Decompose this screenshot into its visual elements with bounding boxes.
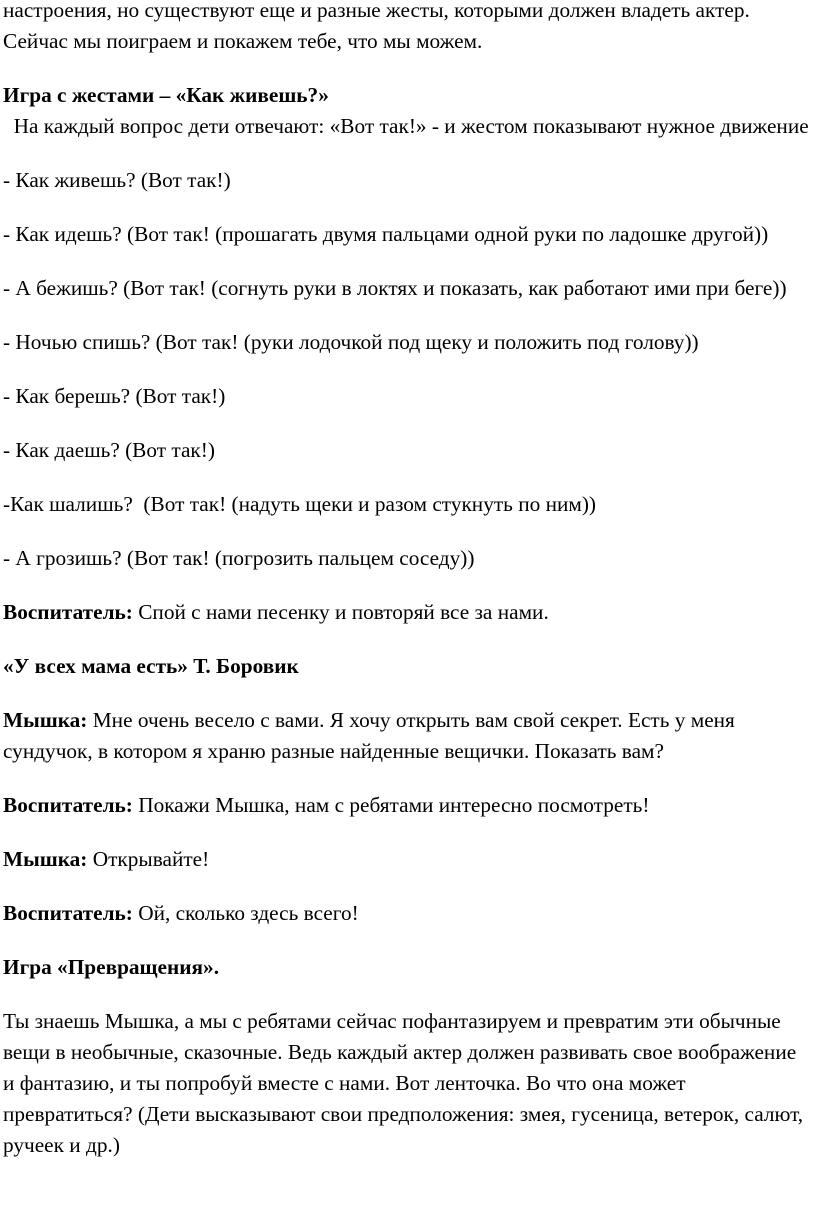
paragraph-intro (3, 0, 811, 57)
paragraph-text: - Как даешь? (Вот так!) (3, 438, 215, 462)
gesture-game-heading: Игра с жестами – «Как живешь?» (3, 83, 329, 107)
paragraph-text: настроения, но существуют еще и разные жесты, которыми должен владеть актер. Сейчас мы поиграем и покажем тебе, что мы можем. (3, 0, 750, 53)
paragraph-transform-game-title (3, 952, 811, 983)
paragraph-teacher-song (3, 597, 811, 628)
paragraph-mouse-secret (3, 705, 811, 767)
speaker-label: Воспитатель: (3, 793, 133, 817)
speaker-label: Мышка: (3, 708, 88, 732)
paragraph-text: - Ночью спишь? (Вот так! (руки лодочкой под щеку и положить под голову)) (3, 330, 699, 354)
paragraph-song-title (3, 651, 811, 682)
speaker-label: Мышка: (3, 847, 88, 871)
paragraph-question-take (3, 381, 811, 412)
paragraph-teacher-show (3, 790, 811, 821)
song-title: «У всех мама есть» Т. Боровик (3, 654, 299, 678)
paragraph-question-walk (3, 219, 811, 250)
paragraph-question-give (3, 435, 811, 466)
paragraph-text: - А бежишь? (Вот так! (согнуть руки в локтях и показать, как работают ими при беге)) (3, 276, 787, 300)
paragraph-text: Мне очень весело с вами. Я хочу открыть вам свой секрет. Есть у меня сундучок, в котором я храню разные найденные вещички. Показать вам? (3, 708, 735, 763)
transform-game-heading: Игра «Превращения». (3, 955, 220, 979)
document-page (3, 0, 811, 1184)
paragraph-teacher-wow (3, 898, 811, 929)
paragraph-text: Открывайте! (87, 847, 210, 871)
paragraph-question-play (3, 489, 811, 520)
paragraph-text: Ой, сколько здесь всего! (132, 901, 359, 925)
paragraph-text: - Как берешь? (Вот так!) (3, 384, 226, 408)
paragraph-text: -Как шалишь? (Вот так! (надуть щеки и разом стукнуть по ним)) (3, 492, 597, 516)
paragraph-question-live (3, 165, 811, 196)
paragraph-question-sleep (3, 327, 811, 358)
paragraph-text: - А грозишь? (Вот так! (погрозить пальцем соседу)) (3, 546, 475, 570)
paragraph-question-run (3, 273, 811, 304)
paragraph-text: Покажи Мышка, нам с ребятами интересно посмотреть! (132, 793, 650, 817)
paragraph-question-threaten (3, 543, 811, 574)
speaker-label: Воспитатель: (3, 901, 133, 925)
paragraph-text: - Как идешь? (Вот так! (прошагать двумя пальцами одной руки по ладошке другой)) (3, 222, 769, 246)
paragraph-mouse-open (3, 844, 811, 875)
paragraph-text: На каждый вопрос дети отвечают: «Вот так!» - и жестом показывают нужное движение (3, 114, 809, 138)
paragraph-text: Ты знаешь Мышка, а мы с ребятами сейчас пофантазируем и превратим эти обычные вещи в необычные, сказочные. Ведь каждый актер должен развивать свое воображение и фантазию, и ты попробуй вместе с нами. Вот ленточка. Во что она может превратиться? (Дети высказывают свои предположения: змея, гусеница, ветерок, салют, ручеек и др.) (3, 1009, 804, 1157)
paragraph-text: Спой с нами песенку и повторяй все за нами. (132, 600, 549, 624)
paragraph-transform-description (3, 1006, 811, 1161)
speaker-label: Воспитатель: (3, 600, 133, 624)
paragraph-text: - Как живешь? (Вот так!) (3, 168, 231, 192)
paragraph-gesture-game-title (3, 80, 811, 142)
